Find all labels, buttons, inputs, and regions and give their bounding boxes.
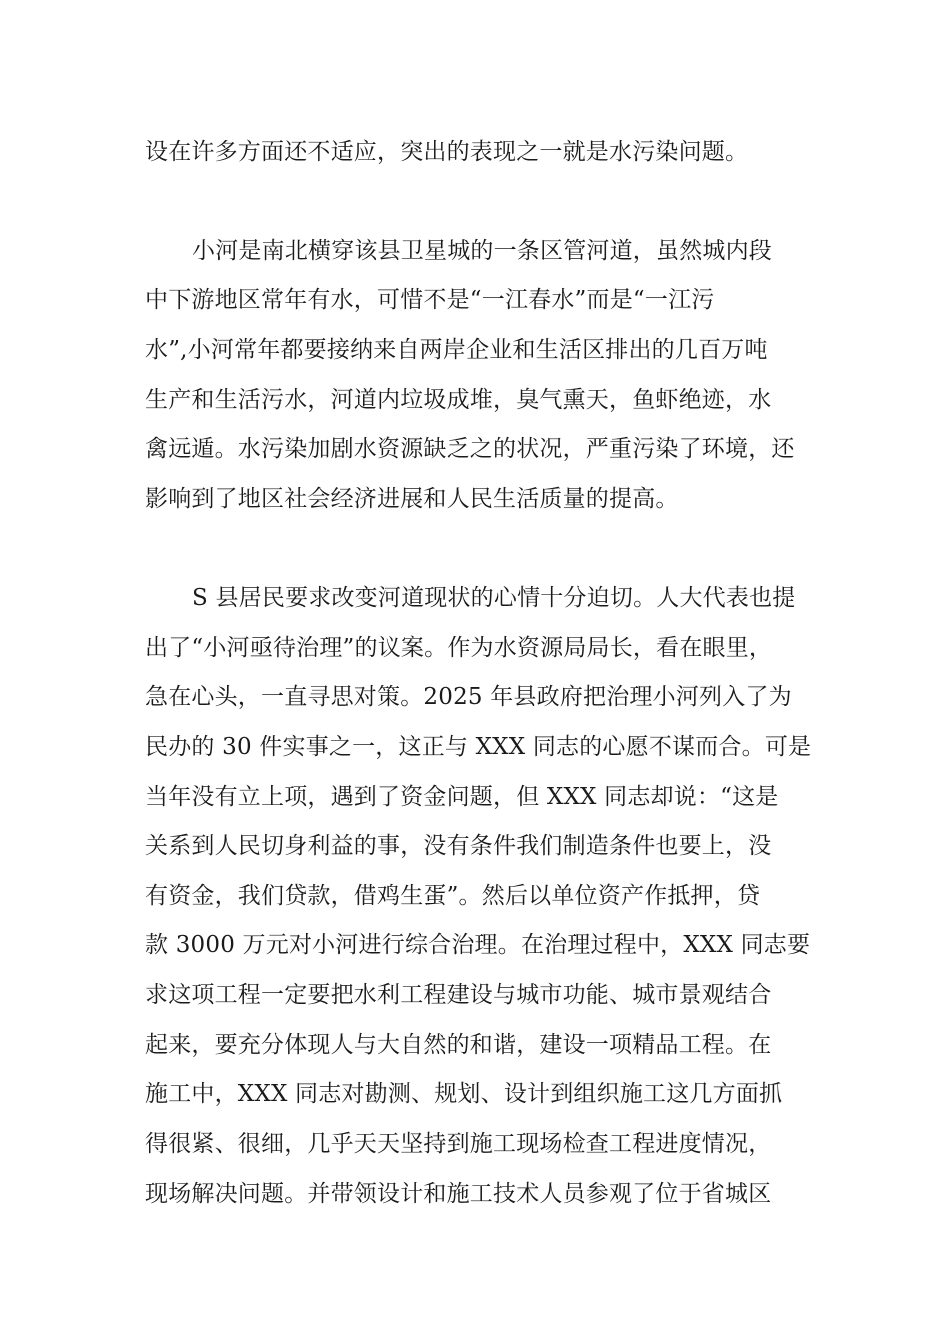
paragraph-3-line-11: 施工中，XXX 同志对勘测、规划、设计到组织施工这几方面抓 bbox=[145, 1081, 783, 1107]
paragraph-1-line-1: 设在许多方面还不适应，突出的表现之一就是水污染问题。 bbox=[145, 139, 749, 165]
paragraph-2-line-1: 小河是南北横穿该县卫星城的一条区管河道，虽然城内段 bbox=[192, 238, 772, 264]
paragraph-2-line-5: 禽远遁。水污染加剧水资源缺乏之的状况，严重污染了环境，还 bbox=[145, 436, 795, 462]
paragraph-3-line-7: 有资金，我们贷款，借鸡生蛋”。然后以单位资产作抵押，贷 bbox=[145, 883, 761, 909]
paragraph-2-line-3: 水”,小河常年都要接纳来自两岸企业和生活区排出的几百万吨 bbox=[145, 337, 768, 363]
paragraph-3-line-8: 款 3000 万元对小河进行综合治理。在治理过程中，XXX 同志要 bbox=[145, 932, 811, 958]
paragraph-2-line-2: 中下游地区常年有水，可惜不是“一江春水”而是“一江污 bbox=[145, 287, 715, 313]
paragraph-3-line-4: 民办的 30 件实事之一，这正与 XXX 同志的心愿不谋而合。可是 bbox=[145, 734, 812, 760]
paragraph-3-line-10: 起来，要充分体现人与大自然的和谐，建设一项精品工程。在 bbox=[145, 1032, 772, 1058]
paragraph-3-line-3: 急在心头，一直寻思对策。2025 年县政府把治理小河列入了为 bbox=[145, 684, 792, 710]
paragraph-2-line-6: 影响到了地区社会经济进展和人民生活质量的提高。 bbox=[145, 486, 679, 512]
paragraph-3-line-12: 得很紧、很细，几乎天天坚持到施工现场检查工程进度情况， bbox=[145, 1131, 772, 1157]
paragraph-2-line-4: 生产和生活污水，河道内垃圾成堆，臭气熏天，鱼虾绝迹，水 bbox=[145, 387, 772, 413]
paragraph-3-line-2: 出了“小河亟待治理”的议案。作为水资源局局长，看在眼里， bbox=[145, 635, 773, 661]
paragraph-3-line-5: 当年没有立上项，遇到了资金问题，但 XXX 同志却说：“这是 bbox=[145, 784, 779, 810]
paragraph-3-line-6: 关系到人民切身利益的事，没有条件我们制造条件也要上，没 bbox=[145, 833, 772, 859]
paragraph-3-line-13: 现场解决问题。并带领设计和施工技术人员参观了位于省城区 bbox=[145, 1181, 772, 1207]
paragraph-3-line-1: S 县居民要求改变河道现状的心情十分迫切。人大代表也提 bbox=[192, 585, 796, 611]
paragraph-3-line-9: 求这项工程一定要把水利工程建设与城市功能、城市景观结合 bbox=[145, 982, 772, 1008]
